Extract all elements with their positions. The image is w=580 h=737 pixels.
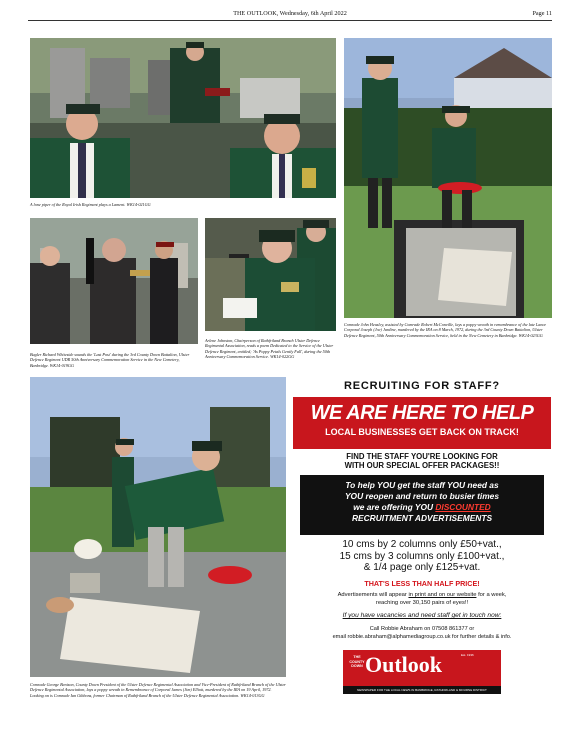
logo-est-text: Est. 1936 (461, 653, 474, 657)
logo-tagline: NEWSPAPER FOR THE LOCAL NEWS IN BANBRIDGE, RATHFRILAND & MOURNE DISTRICT (343, 686, 501, 694)
ad-offer-line-3a: we are offering YOU (353, 502, 436, 512)
ad-appear-text (299, 591, 545, 607)
ad-call-line: Call Robbie Abraham on 07508 861377 or (369, 626, 475, 632)
ad-offer-line-1: To help YOU get the staff YOU need as (345, 480, 499, 490)
ad-discounted-text: DISCOUNTED (435, 502, 491, 512)
ad-offer-line-3 (300, 502, 544, 513)
ad-find-staff-text (293, 452, 551, 470)
photo-george-benison-image (30, 377, 286, 677)
caption-bugler: Bugler Richard Whiteside sounds the 'Last Post' during the 3rd County Down Battalion, Ulster Defence Regiment UDR 50th Anniversary Commemoration Service in the New Cemetery, Banbridge. WK14-019GG (30, 352, 190, 368)
caption-arlene: Arlene Johnston, Chairperson of Rathfriland Branch Ulster Defence Regimental Association, reads a poem Dedicated to the Service of the Ulster Defence Regiment, entitled; 'As Poppy Petals Gently Fall', during the 50th Anniversary Commemoration Service. WK14-022GG (205, 338, 334, 359)
photo-john-heasley (344, 38, 552, 318)
photo-arlene (205, 218, 336, 331)
outlook-logo (343, 650, 501, 694)
ad-price-1: 10 cms by 2 columns only £50+vat., (342, 539, 502, 550)
ad-email-line: email robbie.abraham@alphamediagroup.co.uk for further details & info. (332, 634, 512, 640)
photo-bugler (30, 218, 198, 344)
photo-bugler-image (30, 218, 198, 344)
ad-contact-text (293, 625, 551, 641)
ad-offer-line-4: RECRUITMENT ADVERTISEMENTS (351, 513, 493, 523)
page-header (28, 8, 552, 20)
header-rule (28, 20, 552, 21)
newspaper-title-date: THE OUTLOOK, Wednesday, 6th April 2022 (233, 10, 347, 17)
photo-john-heasley-image (344, 38, 552, 318)
logo-county-down-text: THE COUNTY DOWN (349, 655, 365, 669)
ad-price-2: 15 cms by 3 columns only £100+vat., (339, 550, 505, 562)
photo-george-benison (30, 377, 286, 677)
ad-appear-d: reaching over 30,150 pairs of eyes!! (375, 600, 469, 606)
ad-appear-link-text: in print and on our website (408, 592, 477, 598)
caption-john-heasley: Comrade John Heasley, assisted by Comrade Robert McConville, lays a poppy wreath in remembrance of the late Lance Corporal Joseph (Joe) Jardine, murdered by the IRA on 8 March, 1972, during the 3rd County Down Battalion, Ulster Defence Regiment, 50th Anniversary Commemoration Service, held in the New Cemetery in Banbridge. WK14-023GG (344, 322, 547, 338)
page-number: Page 11 (532, 10, 552, 17)
ad-find-line-2: WITH OUR SPECIAL OFFER PACKAGES!! (344, 461, 500, 470)
ad-price-3: & 1/4 page only £125+vat. (363, 562, 481, 573)
caption-lone-piper: A lone piper of the Royal Irish Regiment plays a Lament. WK14-021GG (30, 202, 151, 207)
ad-appear-a: Advertisements will appear (337, 592, 409, 598)
photo-lone-piper-image (30, 38, 336, 198)
ad-appear-c: for a week, (476, 592, 507, 598)
photo-lone-piper (30, 38, 336, 198)
ad-offer-box (300, 475, 544, 535)
ad-half-price-text: THAT'S LESS THAN HALF PRICE! (364, 579, 480, 588)
ad-red-banner (293, 397, 551, 449)
recruitment-advertisement (293, 377, 551, 701)
ad-vacancies-text: If you have vacancies and need staff get in touch now: (342, 612, 502, 619)
ad-headline: WE ARE HERE TO HELP (310, 402, 534, 424)
logo-outlook-text: Outlook (365, 652, 443, 677)
ad-recruiting-heading: RECRUITING FOR STAFF? (344, 380, 500, 392)
caption-george-benison: Comrade George Benison, County Down President of the Ulster Defence Regimental Association and Vice-President of Rathfriland Branch of the Ulster Defence Regimental Association, lays a poppy wreath in Remembrance of Corporal James (Jim) Elliott, murdered by the IRA on 19 April, 1972. Looking on is Comrade Ian Gibbons, former Chairman of Rathfriland Branch of the Ulster Defence Regimental Association. WK14-013GG (30, 682, 286, 698)
ad-subheadline: LOCAL BUSINESSES GET BACK ON TRACK! (325, 427, 519, 437)
photo-arlene-image (205, 218, 336, 331)
ad-prices (293, 539, 551, 574)
ad-find-line-1: FIND THE STAFF YOU'RE LOOKING FOR (346, 452, 498, 461)
ad-offer-line-2: YOU reopen and return to busier times (344, 491, 500, 501)
